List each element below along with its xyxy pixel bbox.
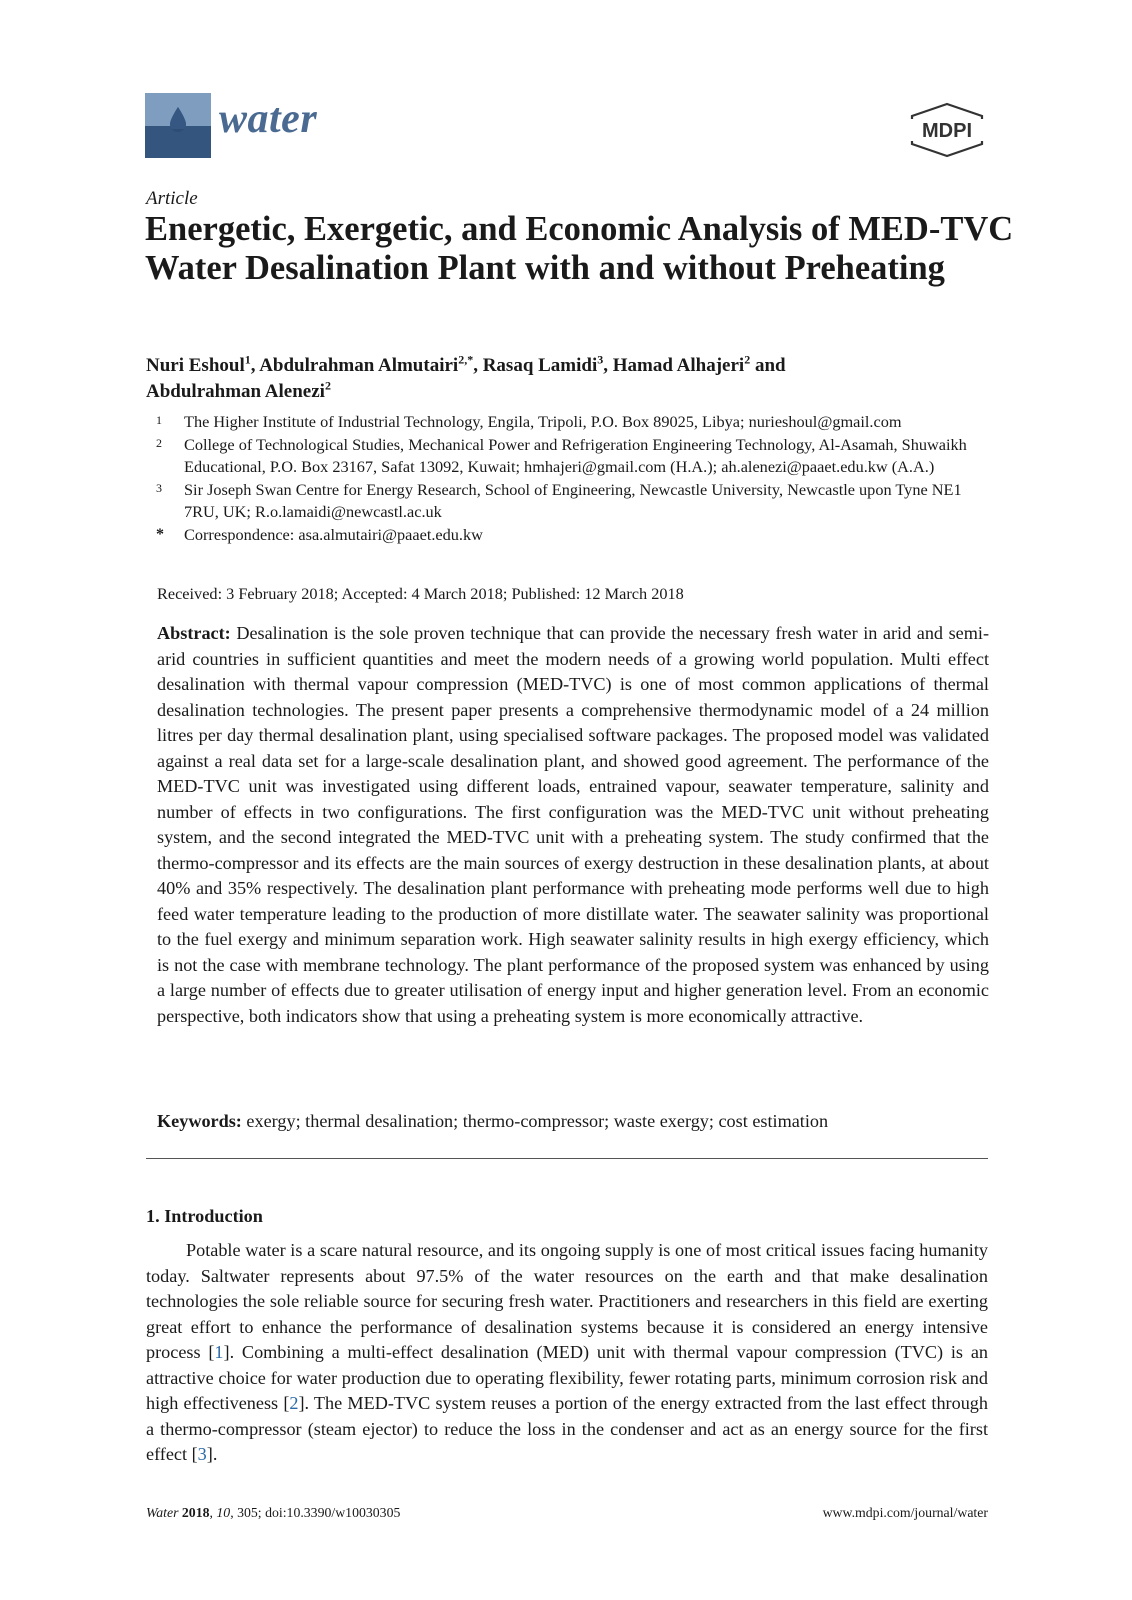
paragraph-text: ]. — [206, 1444, 218, 1464]
section-heading: 1. Introduction — [146, 1206, 263, 1226]
affiliation-text: Sir Joseph Swan Centre for Energy Research, School of Engineering, Newcastle University, Newcastle upon Tyne NE1 7RU, UK; R.o.lamaidi@newcastl.ac.uk — [184, 479, 962, 521]
keywords — [157, 1109, 989, 1134]
paragraph-text: ]. The MED-TVC system reuses a portion of the energy extracted from the last effect through a thermo-compressor (steam ejector) to reduce the loss in the condenser and act as an energy source for the first effect [ — [146, 1393, 988, 1464]
author-name: Abdulrahman Almutairi — [259, 355, 459, 376]
author-separator: , — [473, 355, 483, 376]
affiliation-mark: 1 — [156, 413, 162, 427]
affiliation-list — [156, 411, 992, 546]
reference-link[interactable]: 3 — [197, 1444, 207, 1464]
affiliation-item — [156, 524, 992, 547]
water-drop-icon — [145, 93, 211, 158]
reference-link[interactable]: 1 — [214, 1342, 224, 1362]
author-affiliation-mark: 3 — [597, 352, 604, 367]
paragraph-text: Potable water is a scare natural resource, and its ongoing supply is one of most critical issues facing humanity today. Saltwater represents about 97.5% of the water resources on the earth and that make desalination technologies the sole reliable source for securing fresh water. Practitioners and researchers in this field are exerting great effort to enhance the performance of desalination systems because it is considered an energy intensive process [ — [146, 1240, 988, 1362]
footer-citation: , 305; doi:10.3390/w10030305 — [230, 1505, 401, 1520]
affiliation-mark: 3 — [156, 480, 162, 495]
affiliation-item — [156, 411, 992, 434]
section-divider — [146, 1158, 988, 1159]
article-title: Energetic, Exergetic, and Economic Analysis of MED-TVC Water Desalination Plant with and without Preheating — [145, 210, 1014, 287]
affiliation-text: College of Technological Studies, Mechanical Power and Refrigeration Engineering Technology, Al-Asamah, Shuwaikh Educational, P.O. Box 23167, Safat 13092, Kuwait; hmhajeri@gmail.com (H.A.); ah.alenezi@paaet.edu.kw (A.A.) — [184, 434, 967, 476]
reference-link[interactable]: 2 — [289, 1393, 299, 1413]
citation-footer: Water 2018, 10, 305; doi:10.3390/w10030305 — [146, 1505, 401, 1520]
correspondence-text: Correspondence: asa.almutairi@paaet.edu.kw — [184, 524, 483, 544]
author-name: Rasaq Lamidi — [482, 355, 598, 376]
keywords-label: Keywords: — [157, 1111, 242, 1131]
publisher-name: MDPI — [922, 120, 972, 142]
affiliation-item — [156, 479, 992, 524]
affiliation-text: The Higher Institute of Industrial Technology, Engila, Tripoli, P.O. Box 89025, Libya; nurieshoul@gmail.com — [184, 412, 902, 431]
author-separator: , — [603, 355, 613, 376]
publisher-logo — [906, 102, 988, 158]
author-affiliation-mark: 1 — [244, 352, 251, 367]
affiliation-mark: 2 — [156, 435, 162, 450]
publication-dates: Received: 3 February 2018; Accepted: 4 March 2018; Published: 12 March 2018 — [157, 584, 684, 603]
footer-year: 2018 — [181, 1505, 210, 1520]
intro-paragraph — [146, 1238, 988, 1468]
journal-url-link[interactable]: www.mdpi.com/journal/water — [822, 1505, 988, 1520]
affiliation-mark: * — [156, 525, 164, 543]
footer-volume: 10 — [216, 1505, 231, 1520]
paragraph-text: ]. Combining a multi-effect desalination (MED) unit with thermal vapour compression (TVC) is an attractive choice for water production due to operating flexibility, fewer rotating parts, minimum corrosion risk and high effectiveness [ — [146, 1342, 988, 1413]
abstract — [157, 621, 989, 1029]
author-affiliation-mark: 2,* — [458, 352, 474, 367]
article-type: Article — [146, 188, 198, 209]
author-separator: and — [750, 355, 786, 376]
author-name: Abdulrahman Alenezi — [146, 381, 325, 402]
keywords-text: exergy; thermal desalination; thermo-compressor; waste exergy; cost estimation — [246, 1111, 829, 1131]
abstract-label: Abstract: — [157, 623, 231, 643]
author-affiliation-mark: 2 — [324, 378, 331, 393]
author-separator: , — [250, 355, 260, 376]
author-name: Nuri Eshoul — [146, 355, 245, 376]
author-affiliation-mark: 2 — [744, 352, 751, 367]
author-list — [146, 353, 1006, 405]
author-name: Hamad Alhajeri — [612, 355, 745, 376]
mdpi-hexagon-icon — [906, 102, 988, 158]
journal-name: water — [219, 96, 318, 142]
abstract-text: Desalination is the sole proven technique that can provide the necessary fresh water in arid and semi-arid countries in sufficient quantities and meet the modern needs of a growing world population. Multi effect desalination with thermal vapour compression (MED-TVC) is one of most common applications of thermal desalination technologies. The present paper presents a comprehensive thermodynamic model of a 24 million litres per day thermal desalination plant, using specialised software packages. The proposed model was validated against a real data set for a large-scale desalination plant, and showed good agreement. The performance of the MED-TVC unit was investigated using different loads, entrained vapour, seawater temperature, salinity and number of effects in two configurations. The first configuration was the MED-TVC unit without preheating system, and the second integrated the MED-TVC unit with a preheating system. The study confirmed that the thermo-compressor and its effects are the main sources of exergy destruction in these desalination plants, at about 40% and 35% respectively. The desalination plant performance with preheating mode performs well due to high feed water temperature leading to the production of more distillate water. The seawater salinity was proportional to the fuel exergy and minimum separation work. High seawater salinity results in high exergy efficiency, which is not the case with membrane technology. The plant performance of the proposed system was enhanced by using a large number of effects due to greater utilisation of energy input and higher generation level. From an economic perspective, both indicators show that using a preheating system is more economically attractive. — [157, 623, 990, 1026]
affiliation-item — [156, 434, 992, 479]
journal-logo — [145, 93, 211, 158]
footer-journal: Water — [146, 1505, 179, 1520]
